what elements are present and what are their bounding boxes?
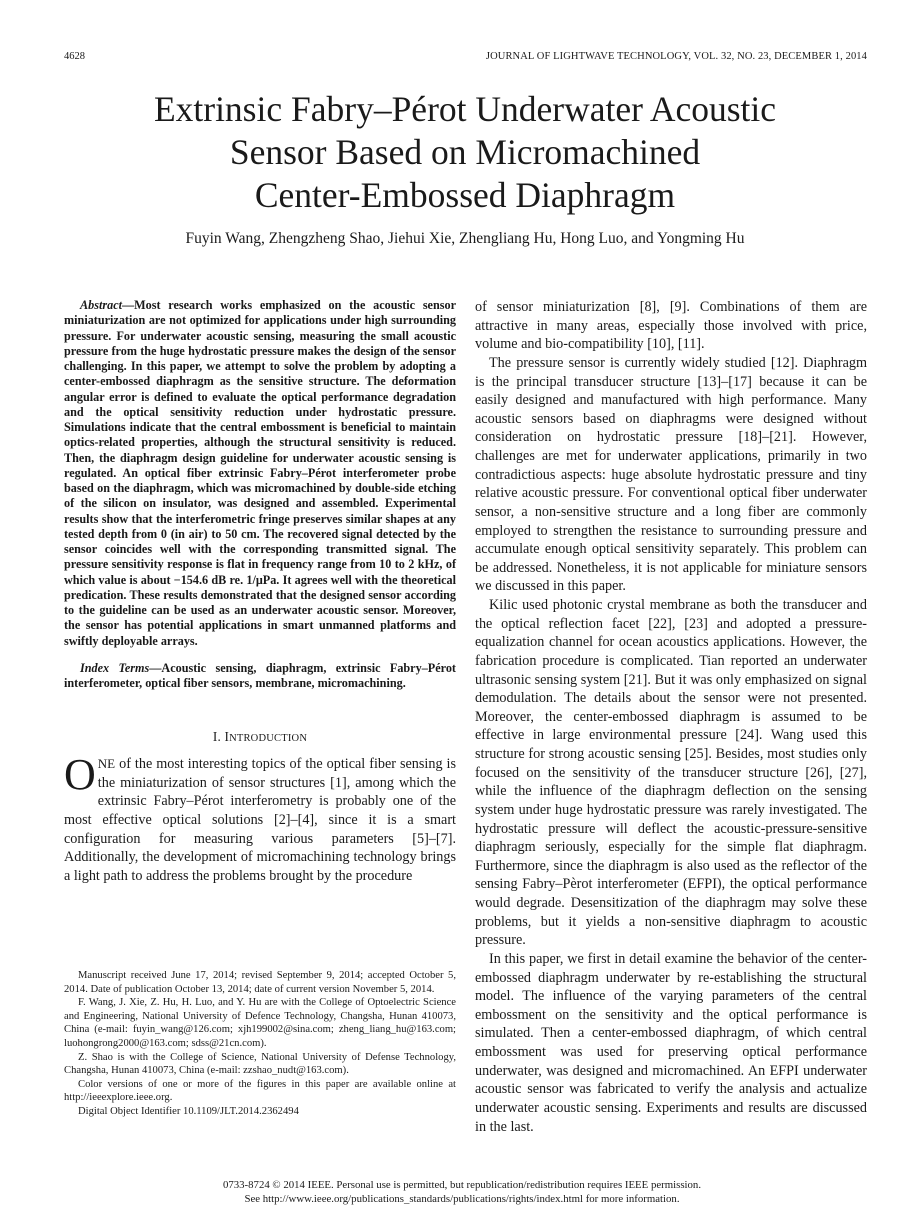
- abstract: [64, 298, 456, 649]
- section-title-rest: NTRODUCTION: [229, 733, 308, 745]
- intro-first-text: of the most interesting topics of the optical fiber sensing is the miniaturization of sensor structures [1], among which the extrinsic Fabry–Pérot interferometry is probably one of the most effective optical solutions [2]–[4], since it is a smart configuration for measuring various parameters [5]–[7]. Additionally, the development of micromachining technology brings a light path to address the problems brought by the procedure: [64, 756, 456, 884]
- page-number: 4628: [64, 51, 85, 62]
- title-line-2: Sensor Based on Micromachined: [229, 132, 701, 172]
- copyright-line: 0733-8724 © 2014 IEEE. Personal use is permitted, but republication/redistribution requires IEEE permission.: [222, 1179, 702, 1191]
- footnote-affiliation-2: Z. Shao is with the College of Science, National University of Defense Technology, Changsha, Hunan 410073, China (e-mail: zzshao_nudt@163.com).: [64, 1051, 456, 1077]
- left-column: [64, 298, 456, 885]
- section-number: I.: [212, 729, 221, 745]
- index-terms-text: —Acoustic sensing, diaphragm, extrinsic Fabry–Pérot interferometer, optical fiber sensors, membrane, micromachining.: [64, 660, 456, 690]
- intro-paragraph-1-continued: of sensor miniaturization [8], [9]. Combinations of them are attractive in many areas, especially those involved with price, volume and bio-compatibility [10], [11].: [475, 299, 867, 353]
- copyright-footer: [0, 1178, 924, 1206]
- section-heading-introduction: [64, 729, 456, 745]
- intro-paragraph-3: Kilic used photonic crystal membrane as both the transducer and the optical reflection facet [22], [23] and adopted a pressure-equalization channel for ocean acoustics applications. However, the fabrication procedure is complicated. Tian reported an underwater ultrasonic sensing system [21]. But it was only emphasized on signal demodulation. The details about the sensor were not presented. Moreover, the center-embossed diaphragm is assumed to be effective in large environmental pressure [24]. Wang used this structure for strong acoustic sensing [25]. Besides, most studies only focused on the sensitivity of the transducer structure [26], [27], while the influence of the diaphragm deflection on the sensing system under huge hydrostatic pressure was rarely investigated. The hydrostatic pressure will deflect the acoustic-pressure-sensitive diaphragm seriously, especially for the simple flat diaphragm. Furthermore, since the diaphragm is also used as the reflector of the sensing Fabry–Pèrot interferometer (EFPI), the optical performance would degrade. Desensitization of the diaphragm may solve these problems, but it yields a non-sensitive diaphragm to acoustic pressure.: [475, 597, 867, 949]
- drop-cap: O: [64, 750, 96, 800]
- title-line-1: Extrinsic Fabry–Pérot Underwater Acoustic: [153, 89, 777, 129]
- title-line-3: Center-Embossed Diaphragm: [254, 175, 676, 215]
- abstract-lead: Abstract: [80, 298, 122, 312]
- author-list: Fuyin Wang, Zhengzheng Shao, Jiehui Xie, Zhengliang Hu, Hong Luo, and Yongming Hu: [185, 230, 745, 247]
- footnote-affiliation-1: F. Wang, J. Xie, Z. Hu, H. Luo, and Y. Hu are with the College of Optoelectric Science and Engineering, National University of Defence Technology, Changsha, Hunan 410073, China (e-mail: fuyin_wang@126.com; xjh199002@sina.com; zheng_liang_hu@163.com; luohongrong2000@163.com; sdss@21cn.com).: [64, 997, 456, 1049]
- footnote-doi: Digital Object Identifier 10.1109/JLT.2014.2362494: [78, 1105, 299, 1117]
- section-title-first: I: [224, 729, 230, 745]
- footnote-manuscript: Manuscript received June 17, 2014; revised September 9, 2014; accepted October 5, 2014. Date of publication October 13, 2014; date of current version November 5, 2014.: [64, 970, 456, 995]
- index-terms-lead: Index Terms: [80, 660, 150, 675]
- footnote-color: Color versions of one or more of the figures in this paper are available online at http://ieeexplore.ieee.org.: [64, 1078, 456, 1104]
- footnotes: [64, 969, 456, 1119]
- journal-header: JOURNAL OF LIGHTWAVE TECHNOLOGY, VOL. 32, NO. 23, DECEMBER 1, 2014: [485, 51, 867, 62]
- rights-link-line: See http://www.ieee.org/publications_standards/publications/rights/index.html for more information.: [244, 1193, 680, 1205]
- paper-title: [60, 88, 870, 217]
- right-column: [475, 298, 867, 1136]
- index-terms: [64, 661, 456, 692]
- intro-first-word: NE: [97, 756, 116, 772]
- intro-paragraph-1: [64, 750, 456, 885]
- intro-paragraph-4: In this paper, we first in detail examine the behavior of the center-embossed diaphragm underwater by re-establishing the structural model. The influence of the varying parameters of the central embossment on the sensitivity and the optical performance is simulated. Then a center-embossed diaphragm, of which central embossment was used for preserving optical performance underwater, was designed and micromachined. An EFPI underwater acoustic sensor was fabricated to verify the analysis and actualize underwater acoustic sensing. Experiments and results are discussed in the last.: [475, 950, 867, 1135]
- intro-paragraph-2: The pressure sensor is currently widely studied [12]. Diaphragm is the principal transducer structure [13]–[17] because it can be easily designed and manufactured with high performance. Many acoustic sensors based on diaphragms were designed without consideration on hydrostatic pressure [18]–[21]. However, challenges are met for underwater applications, primarily in two contradictious aspects: huge absolute hydrostatic pressure and tiny relative acoustic pressure. For conventional optical fiber underwater sensor, a non-sensitive structure and a long fiber are commonly employed to strengthen the resistance to surrounding pressure and accumulate enough optical sensitivity separately. This problem can be addressed. Nonetheless, it is not applicable for miniature sensors we discussed in this paper.: [475, 354, 867, 595]
- abstract-text: —Most research works emphasized on the acoustic sensor miniaturization are not optimized for applications under high surrounding pressure. For underwater acoustic sensing, measuring the small acoustic pressure from the huge hydrostatic pressure makes the design of the sensor challenging. In this paper, we attempt to solve the problem by adopting a center-embossed diaphragm as the sensitive structure. The deformation angular error is defined to evaluate the optical performance degradation and the optical sensitivity reduction under hydrostatic pressure. Simulations indicate that the central embossment is beneficial to maintain optics-related properties, although the structural sensitivity is reduced. Then, the diaphragm design guideline for underwater acoustic sensing is regulated. An optical fiber extrinsic Fabry–Pérot interferometer probe based on the diaphragm, which was micromachined by double-side etching of the silicon on insulator, was designed and assembled. Experimental results show that the interferometric fringe preserves similar shapes at any tested depth from 0 (in air) to 50 cm. The recovered signal detected by the sensor coincides well with the corresponding transmitted signal. The pressure sensitivity response is flat in frequency range from 10 to 2 kHz, of which value is about −154.6 dB re. 1/μPa. It agrees well with the theoretical predication. These results demonstrated that the designed sensor according to the guideline can be used as an underwater acoustic sensor. Moreover, the sensor has potential applications in smart unmanned platforms and swiftly deployable arrays.: [64, 298, 456, 648]
